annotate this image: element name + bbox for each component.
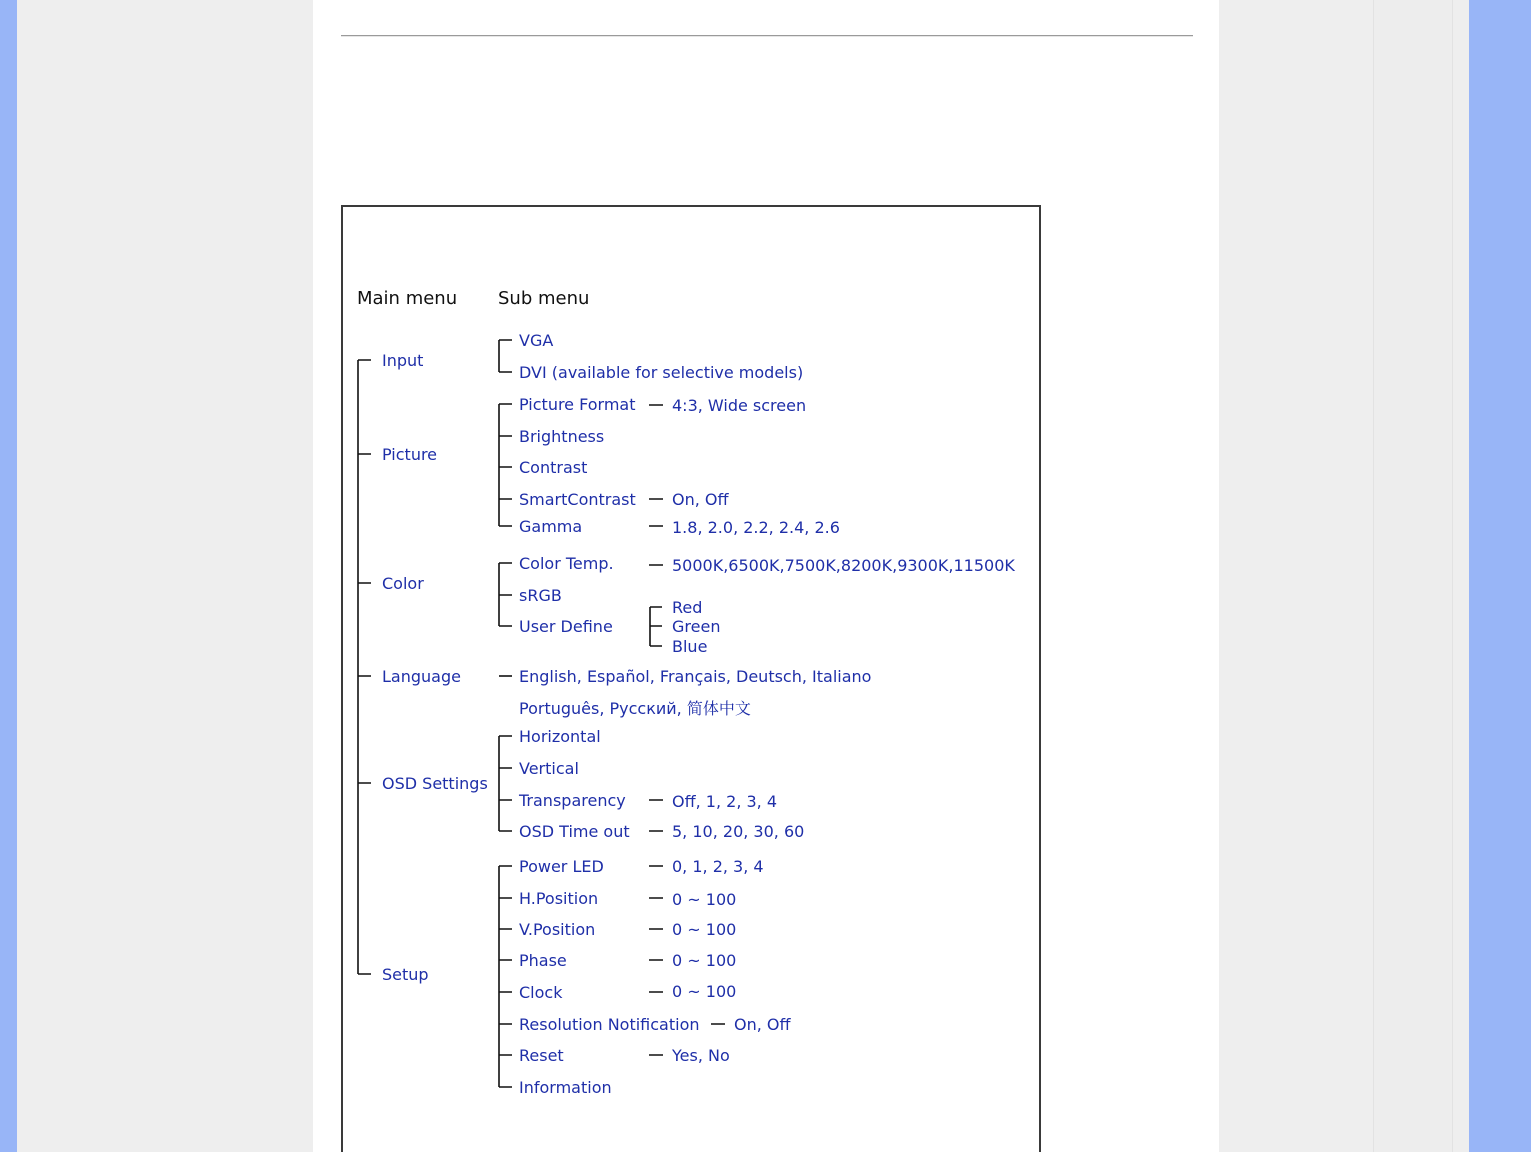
horizontal-rule [341,35,1193,37]
window-left-edge [0,0,17,1152]
right-side-column [1373,0,1453,1152]
sub-item-horizontal: Horizontal [519,727,601,746]
color-bracket [499,563,512,626]
sub-item-h-position: H.Position [519,889,599,908]
document-page [313,0,1219,1152]
main-branch-ticks [358,360,371,974]
sub-item-smartcontrast: SmartContrast [519,490,636,509]
sub-item-phase: Phase [519,951,567,970]
main-item-language: Language [382,667,461,686]
sub-item-osd-time-out: OSD Time out [519,822,630,841]
clock-values: 0 ~ 100 [672,982,737,1001]
user-define-red: Red [672,598,703,617]
picture-bracket [499,404,512,526]
sub-item-information: Information [519,1078,612,1097]
sub-item-user-define: User Define [519,617,613,636]
reset-values: Yes, No [672,1046,730,1065]
main-item-osd-settings: OSD Settings [382,774,488,793]
sub-item-gamma: Gamma [519,517,583,536]
phase-values: 0 ~ 100 [672,951,737,970]
sub-item-color-temp: Color Temp. [519,554,614,573]
language-values-line1: English, Español, Français, Deutsch, Italiano [519,667,872,686]
osd-menu-tree-diagram [343,207,1039,1152]
main-item-color: Color [382,574,424,593]
sub-item-brightness: Brightness [519,427,605,446]
sub-item-clock: Clock [519,983,563,1002]
sub-menu-header: Sub menu [498,288,590,309]
user-define-bracket [650,607,662,646]
sub-item-srgb: sRGB [519,586,562,605]
main-item-setup: Setup [382,965,429,984]
sub-item-dvi: DVI (available for selective models) [519,363,804,382]
main-menu-header: Main menu [357,288,458,309]
sub-item-v-position: V.Position [519,920,596,939]
main-item-input: Input [382,351,424,370]
h-position-values: 0 ~ 100 [672,890,737,909]
resolution-notification-values: On, Off [734,1015,791,1034]
language-values-line2: Português, Русский, 简体中文 [519,699,751,718]
sub-item-resolution-notification: Resolution Notification [519,1015,700,1034]
sub-item-contrast: Contrast [519,458,588,477]
sub-item-vertical: Vertical [519,759,579,778]
v-position-values: 0 ~ 100 [672,920,737,939]
main-item-picture: Picture [382,445,438,464]
setup-bracket [499,866,512,1087]
color-temp-values: 5000K,6500K,7500K,8200K,9300K,11500K [672,556,1015,575]
sub-item-vga: VGA [519,331,554,350]
input-bracket [499,340,512,372]
osd-menu-tree-figure [341,205,1041,1152]
sub-item-picture-format: Picture Format [519,395,636,414]
picture-format-values: 4:3, Wide screen [672,396,807,415]
sub-item-power-led: Power LED [519,857,604,876]
transparency-values: Off, 1, 2, 3, 4 [672,792,778,811]
user-define-green: Green [672,617,721,636]
sub-item-transparency: Transparency [519,791,626,810]
gamma-values: 1.8, 2.0, 2.2, 2.4, 2.6 [672,518,840,537]
sub-item-reset: Reset [519,1046,564,1065]
smartcontrast-values: On, Off [672,490,729,509]
window-right-edge [1469,0,1531,1152]
user-define-blue: Blue [672,637,708,656]
osd-time-out-values: 5, 10, 20, 30, 60 [672,822,805,841]
power-led-values: 0, 1, 2, 3, 4 [672,857,764,876]
osd-bracket [499,736,512,831]
